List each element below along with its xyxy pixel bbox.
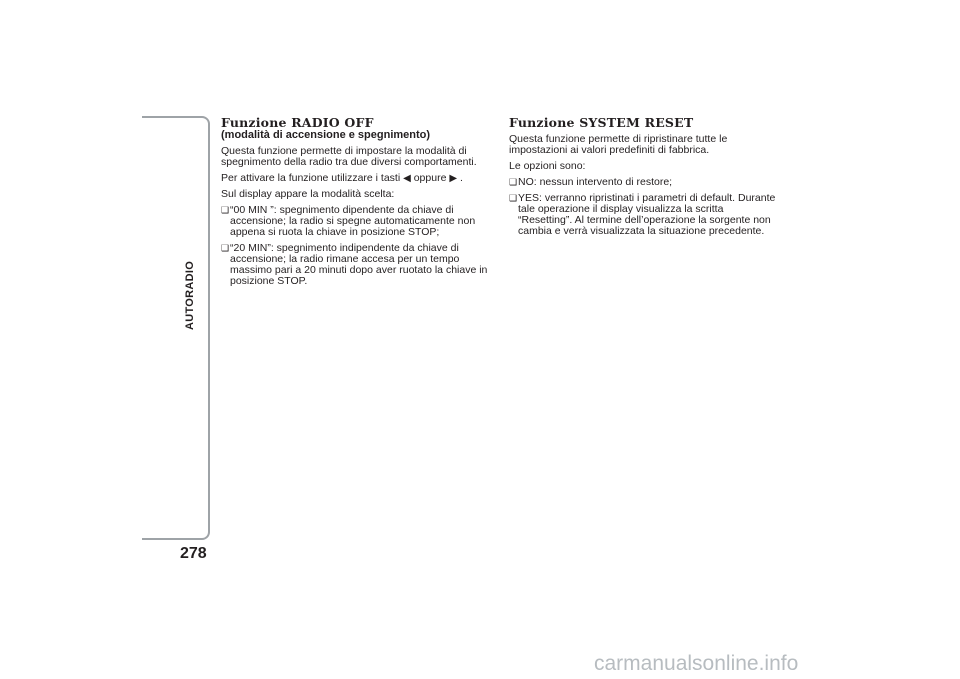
page-number: 278 — [180, 545, 207, 562]
watermark: carmanualsonline.info — [594, 652, 799, 675]
right-triangle-icon: ▶ — [449, 173, 458, 184]
right-heading: Funzione SYSTEM RESET — [509, 115, 694, 130]
left-column — [221, 116, 496, 292]
left-heading: Funzione RADIO OFF — [221, 115, 374, 130]
right-bullet-2: ❑ YES: verranno ripristinati i parametri di default. Durante tale operazione il display visualizza la scritta “Resetting”. Al termine dell’operazione la sorgente non cambia e verrà visualizzata la situazione precedente. — [509, 193, 779, 237]
left-triangle-icon: ◀ — [403, 173, 411, 184]
p2-text-after: . — [457, 172, 463, 184]
left-bullet-2: ❑ “20 MIN”: spegnimento indipendente da chiave di accensione; la radio rimane accesa per un tempo massimo pari a 20 minuti dopo aver ruotato la chiave in posizione STOP. — [221, 243, 496, 287]
p2-text-middle: oppure — [410, 172, 450, 184]
right-bullet-1: ❑ NO: nessun intervento di restore; — [509, 177, 779, 188]
left-paragraph-1: Questa funzione permette di impostare la modalità di spegnimento della radio tra due diversi comportamenti. — [221, 145, 477, 168]
left-paragraph-2 — [221, 173, 496, 184]
left-subheading: (modalità di accensione e spegnimento) — [221, 129, 431, 141]
right-paragraph-1: Questa funzione permette di ripristinare tutte le impostazioni ai valori predefiniti di fabbrica. — [509, 133, 728, 156]
right-column — [509, 116, 779, 242]
p2-text-before: Per attivare la funzione utilizzare i tasti — [221, 172, 404, 184]
left-paragraph-3: Sul display appare la modalità scelta: — [221, 188, 395, 200]
right-paragraph-2: Le opzioni sono: — [509, 160, 586, 172]
section-label: AUTORADIO — [184, 260, 196, 330]
left-bullet-1: ❑ “00 MIN ”: spegnimento dipendente da chiave di accensione; la radio si spegne automaticamente non appena si ruota la chiave in posizione STOP; — [221, 205, 496, 238]
page-side-frame — [142, 116, 210, 540]
